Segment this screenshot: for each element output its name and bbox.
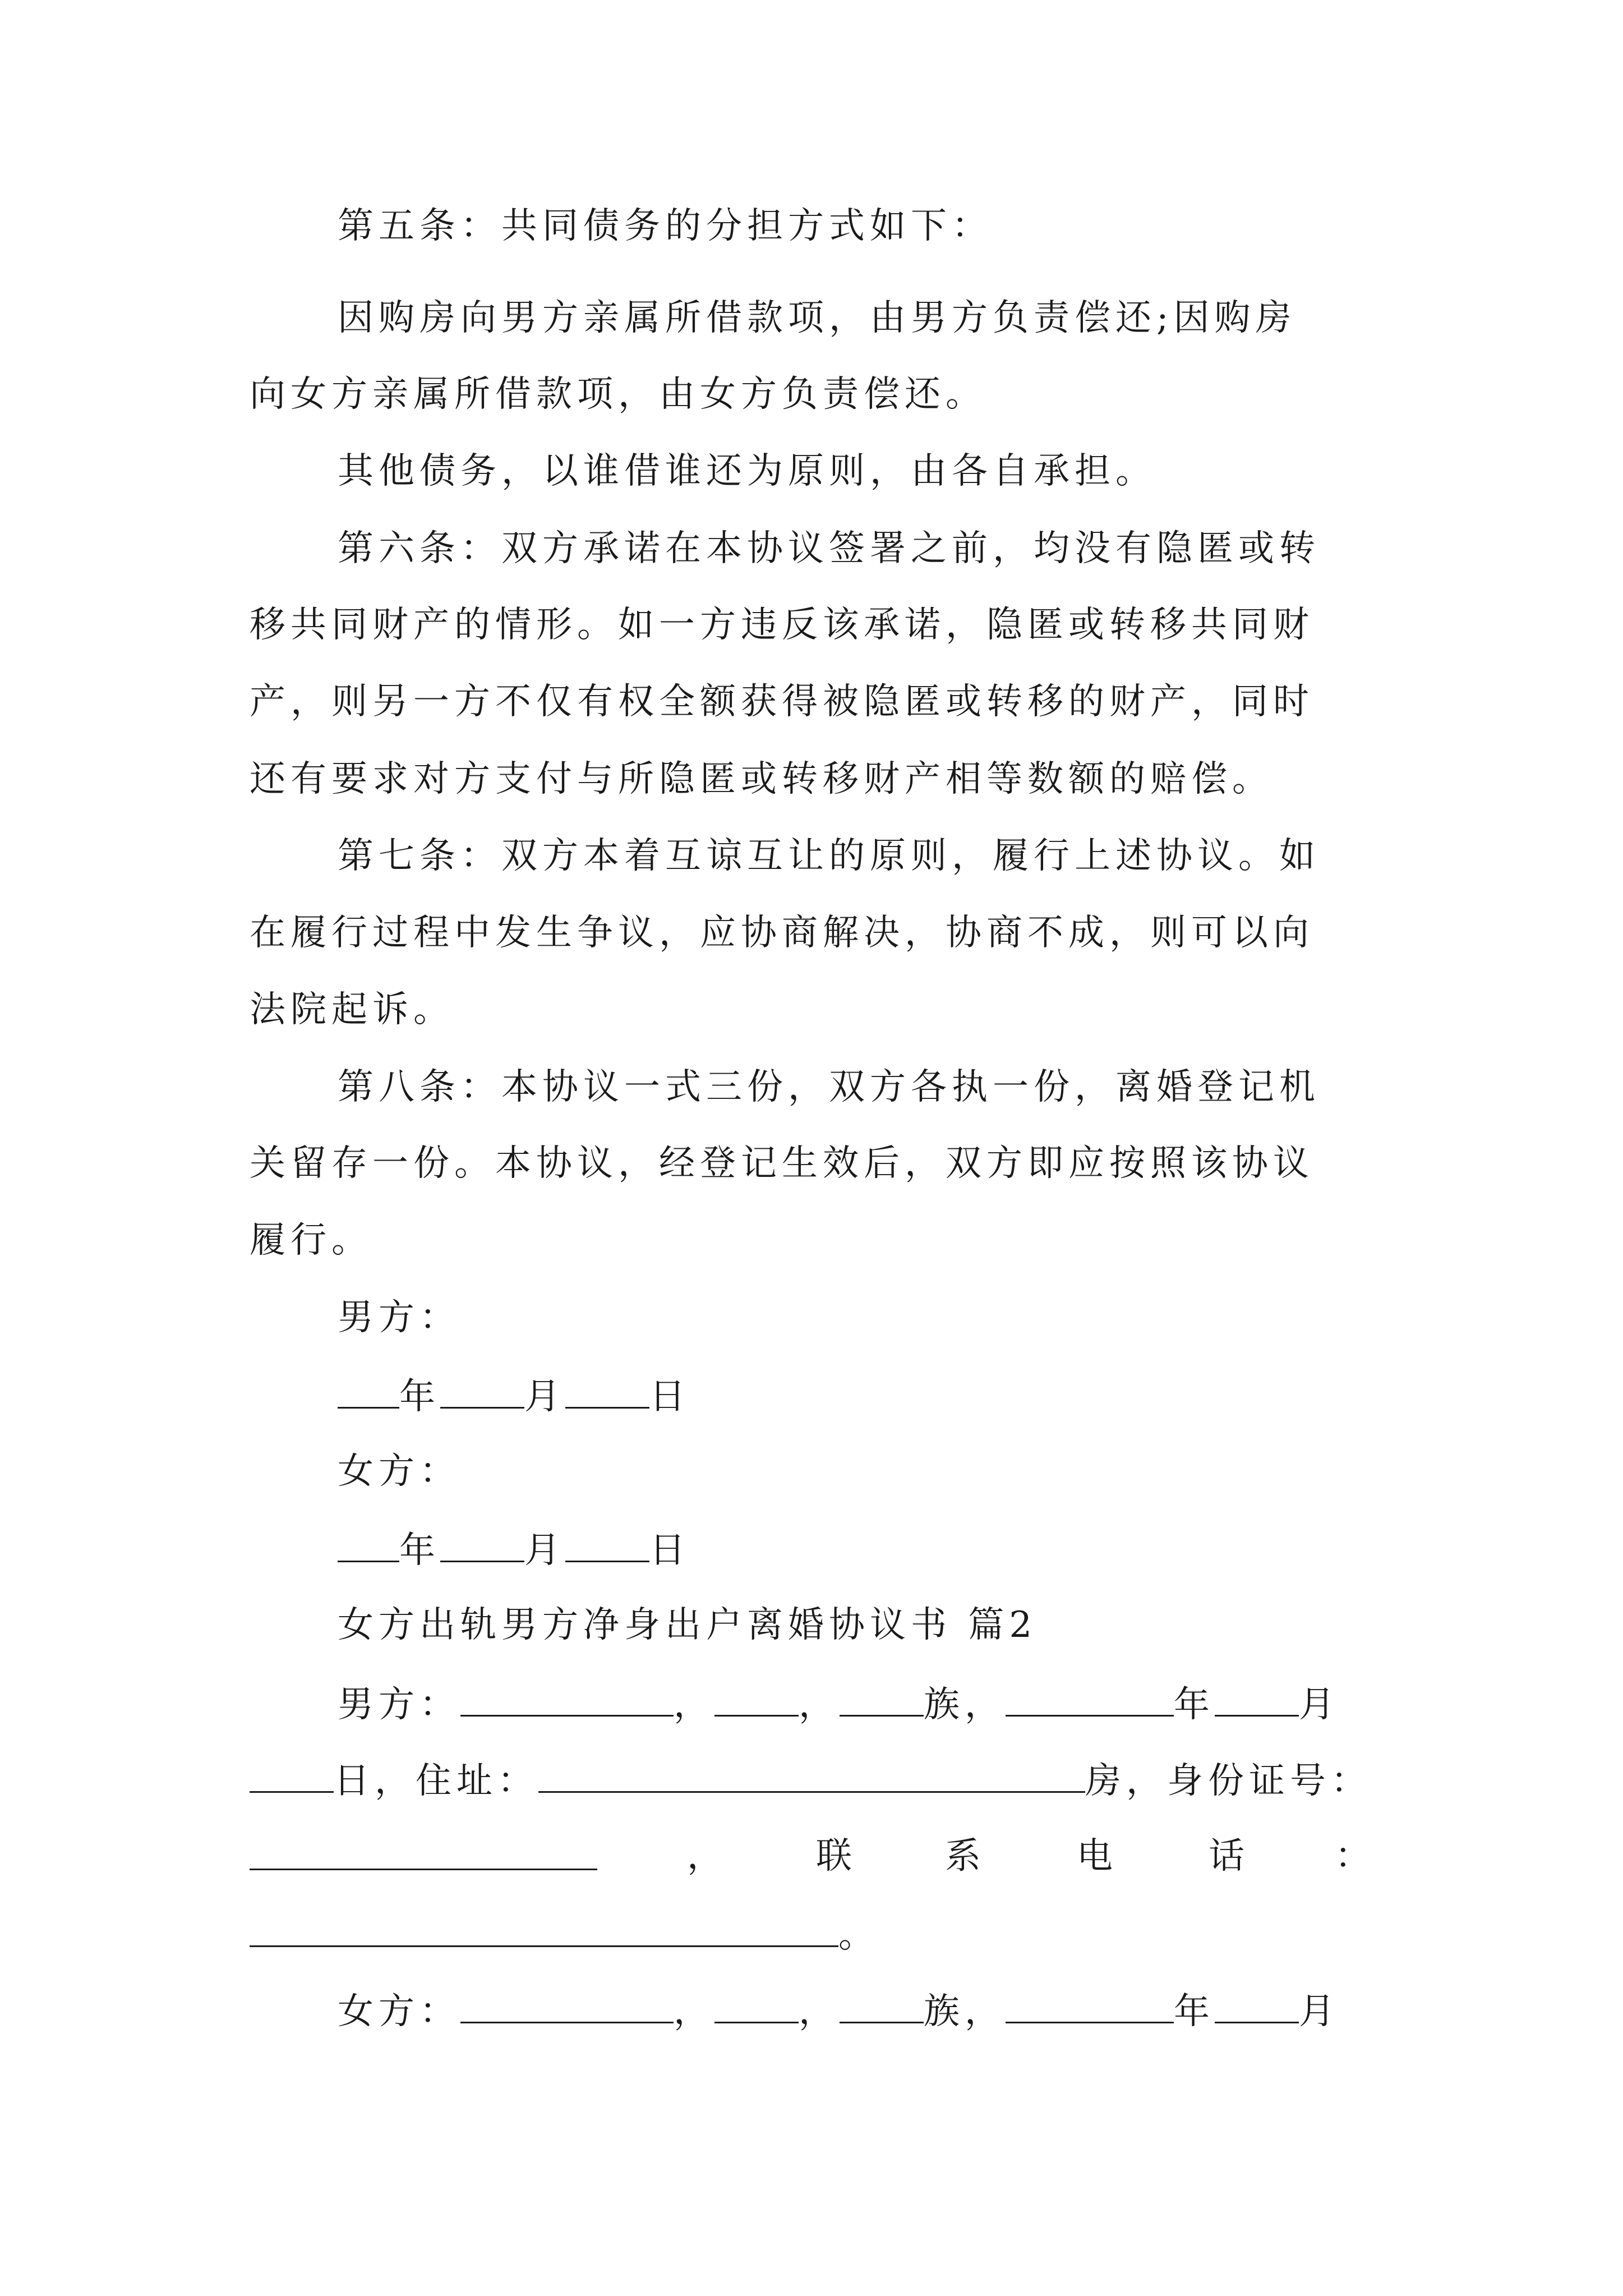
female-label: 女方： <box>338 1991 460 2032</box>
article-7-line-1: 第七条：双方本着互谅互让的原则，履行上述协议。如 <box>338 835 1320 877</box>
year-label: 年 <box>399 1376 440 1418</box>
ethnicity-suffix: 族， <box>924 1991 1006 2032</box>
name-blank <box>460 1680 674 1717</box>
year-blank <box>338 1372 399 1409</box>
day-label: 日 <box>649 1376 690 1418</box>
birth-year-blank <box>1006 1987 1174 2023</box>
phone-blank <box>250 1911 838 1947</box>
birth-month-blank <box>1215 1987 1299 2023</box>
phone-char: 话 <box>1209 1835 1249 1877</box>
birth-month-blank <box>1215 1680 1299 1717</box>
female-info-line-1 <box>338 1987 1375 2032</box>
phone-char: 联 <box>816 1835 857 1877</box>
phone-char: 系 <box>945 1835 986 1877</box>
article-6-line-3: 产，则另一方不仅有权全额获得被隐匿或转移的财产，同时 <box>250 681 1314 723</box>
article-8-line-3: 履行。 <box>250 1220 372 1261</box>
phone-char: ： <box>1335 1835 1376 1877</box>
year-blank <box>338 1526 399 1562</box>
article-5-title: 第五条：共同债务的分担方式如下： <box>338 205 993 247</box>
comma: ， <box>674 1991 714 2032</box>
month-label: 月 <box>1299 1684 1340 1726</box>
male-info-line-1 <box>338 1680 1375 1725</box>
article-6-line-4: 还有要求对方支付与所隐匿或转移财产相等数额的赔偿。 <box>250 758 1273 800</box>
article-5-paragraph-2: 其他债务，以谁借谁还为原则，由各自承担。 <box>338 450 1156 492</box>
phone-char: 电 <box>1077 1835 1118 1877</box>
gender-blank <box>714 1680 799 1717</box>
male-info-line-4 <box>250 1911 1377 1955</box>
male-label: 男方： <box>338 1684 460 1726</box>
article-8-line-1: 第八条：本协议一式三份，双方各执一份，离婚登记机 <box>338 1066 1320 1108</box>
comma: ， <box>799 1991 840 2032</box>
article-6-line-2: 移共同财产的情形。如一方违反该承诺，隐匿或转移共同财 <box>250 604 1314 646</box>
day-label: 日 <box>649 1530 690 1571</box>
year-label: 年 <box>1174 1991 1215 2032</box>
period: 。 <box>838 1915 879 1956</box>
month-blank <box>440 1526 524 1562</box>
section-2-title: 女方出轨男方净身出户离婚协议书 篇2 <box>338 1604 1038 1646</box>
year-label: 年 <box>399 1530 440 1571</box>
male-info-line-3 <box>250 1834 1374 1879</box>
gender-blank <box>714 1987 799 2023</box>
female-signature-label: 女方： <box>338 1451 460 1492</box>
article-5-paragraph-1-line-2: 向女方亲属所借款项，由女方负责偿还。 <box>250 374 986 415</box>
room-id-label: 房，身份证号： <box>1085 1760 1372 1802</box>
year-label: 年 <box>1174 1684 1215 1726</box>
ethnicity-blank <box>840 1987 924 2023</box>
month-label: 月 <box>524 1376 565 1418</box>
ethnicity-suffix: 族， <box>924 1684 1006 1726</box>
day-address-label: 日，住址： <box>334 1760 538 1802</box>
article-5-paragraph-1-line-1: 因购房向男方亲属所借款项，由男方负责偿还;因购房 <box>338 297 1297 339</box>
day-blank <box>565 1372 649 1409</box>
birth-day-blank <box>250 1756 334 1793</box>
month-label: 月 <box>524 1530 565 1571</box>
female-signature-date <box>338 1526 1375 1571</box>
male-signature-date <box>338 1372 1375 1417</box>
name-blank <box>460 1987 674 2023</box>
comma: ， <box>799 1684 840 1726</box>
birth-year-blank <box>1006 1680 1174 1717</box>
phone-char: ， <box>687 1835 728 1877</box>
article-6-line-1: 第六条：双方承诺在本协议签署之前，均没有隐匿或转 <box>338 528 1320 569</box>
id-number-blank <box>250 1834 597 1870</box>
day-blank <box>565 1526 649 1562</box>
article-8-line-2: 关留存一份。本协议，经登记生效后，双方即应按照该协议 <box>250 1143 1314 1184</box>
month-label: 月 <box>1299 1991 1340 2032</box>
ethnicity-blank <box>840 1680 924 1717</box>
address-blank <box>538 1756 1085 1793</box>
article-7-line-2: 在履行过程中发生争议，应协商解决，协商不成，则可以向 <box>250 912 1314 954</box>
article-7-line-3: 法院起诉。 <box>250 989 454 1030</box>
month-blank <box>440 1372 524 1409</box>
comma: ， <box>674 1684 714 1726</box>
male-info-line-2 <box>250 1756 1377 1801</box>
male-signature-label: 男方： <box>338 1297 460 1338</box>
